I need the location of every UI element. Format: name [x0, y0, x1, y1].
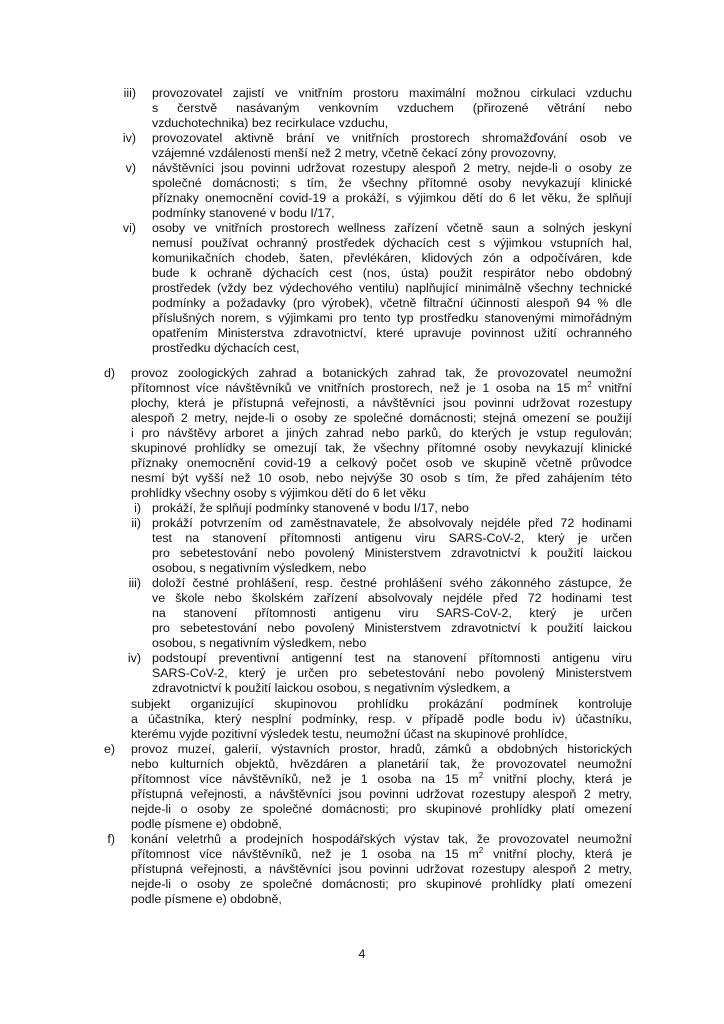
text-line: podle písmene e) obdobně, — [131, 892, 282, 906]
list-item — [152, 516, 632, 576]
text-line: příznaky onemocnění covid-19 a prokáží, s výjimkou dětí do 6 let věku, že splňují — [152, 191, 632, 205]
text-span: vnitřní — [591, 381, 632, 395]
text-line: nemusí používat ochranný prostředek dýchacích cest s výjimkou vstupních hal, — [152, 236, 632, 250]
text-line: provoz zoologických zahrad a botanických zahrad tak, že provozovatel neumožní — [131, 366, 632, 380]
list-marker: iii) — [128, 576, 141, 590]
list-item — [131, 366, 632, 501]
list-marker: e) — [103, 742, 115, 756]
superscript: 2 — [478, 770, 484, 780]
text-line: příslušných norem, s výjimkami pro tento typ prostředku stanovenými mimořádným — [152, 311, 632, 325]
text-line: test na stanovení přítomnosti antigenu viru SARS-CoV-2, který je určen — [152, 531, 632, 545]
text-line — [131, 772, 632, 787]
text-line: skupinové prohlídky se omezují tak, že všechny přítomné osoby nevykazují klinické — [131, 441, 632, 455]
superscript: 2 — [587, 379, 592, 389]
text-line: SARS-CoV-2, který je určen pro sebetestování nebo povolený Ministerstvem — [152, 666, 632, 680]
text-span: přítomnost více návštěvníků ve vnitřních prostorech, než je 1 osoba na 15 m — [131, 381, 588, 395]
text-line: prokáží, že splňují podmínky stanovené v bodu I/17, nebo — [152, 501, 469, 515]
text-line: i pro návštěvy arboret a jiných zahrad nebo parků, do kterých je vstup regulován; — [131, 426, 632, 440]
text-line: osoby ve vnitřních prostorech wellness zařízení včetně saun a solných jeskyní — [152, 221, 632, 235]
text-line: prohlídky všechny osoby s výjimkou dětí do 6 let věku — [131, 486, 426, 500]
text-line — [131, 381, 632, 396]
text-line: prokáží potvrzením od zaměstnavatele, že absolvovaly nejdéle před 72 hodinami — [152, 516, 632, 530]
text-line: plochy, která je přístupná veřejnosti, a návštěvníci jsou povinni udržovat rozestupy — [131, 396, 632, 410]
list-marker: f) — [107, 832, 115, 846]
text-line: ve škole nebo školském zařízení absolvovaly nejdéle před 72 hodinami test — [152, 591, 632, 605]
list-item — [152, 131, 632, 161]
list-marker: v) — [125, 161, 136, 175]
text-line: prostředek (vždy bez výdechového ventilu) naplňující minimálně všechny technické — [152, 281, 632, 295]
text-span: přítomnost více návštěvníků, než je 1 osoba na 15 m — [131, 847, 479, 861]
list-marker: i) — [134, 501, 141, 515]
text-line: pro sebetestování nebo povolený Ministerstvem zdravotnictví k použití laickou — [152, 621, 632, 635]
list-item — [152, 161, 632, 221]
text-line: společné domácnosti; s tím, že všechny přítomné osoby nevykazují klinické — [152, 176, 632, 190]
text-line: nejde-li o osoby ze společné domácnosti; pro skupinové prohlídky platí omezení — [131, 877, 632, 891]
text-line: osobou, s negativním výsledkem, nebo — [152, 561, 367, 575]
list-item — [152, 651, 632, 696]
list-item — [152, 576, 632, 651]
list-marker: iv) — [127, 651, 141, 665]
text-line: přístupná veřejnosti, a návštěvníci jsou povinni udržovat rozestupy alespoň 2 metry, — [131, 787, 632, 801]
text-line: na stanovení přítomnosti antigenu viru SARS-CoV-2, který je určen — [152, 606, 632, 620]
text-line: a účastníka, který nesplní podmínky, resp. v případě podle bodu iv) účastníku, — [131, 712, 632, 726]
text-line: provozovatel zajistí ve vnitřním prostoru maximální možnou cirkulaci vzduchu — [152, 86, 632, 100]
list-item — [131, 742, 632, 832]
text-line: opatřením Ministerstva zdravotnictví, které upravuje povinnost užití ochranného — [152, 326, 632, 340]
text-line: vzduchotechnika) bez recirkulace vzduchu, — [152, 116, 389, 130]
text-span: vnitřní plochy, která je — [483, 772, 632, 786]
text-line: bude k ochraně dýchacích cest (nos, ústa) použit respirátor nebo obdobný — [152, 266, 632, 280]
text-line: doloží čestné prohlášení, resp. čestné prohlášení svého zákonného zástupce, že — [152, 576, 632, 590]
text-line: provoz muzeí, galerií, výstavních prostor, hradů, zámků a obdobných historických — [131, 742, 632, 756]
text-line: nesmí být vyšší než 10 osob, nebo nejvýše 30 osob s tím, že před zahájením této — [131, 471, 632, 485]
text-line: provozovatel aktivně brání ve vnitřních prostorech shromažďování osob ve — [152, 131, 632, 145]
superscript: 2 — [478, 845, 484, 855]
text-line: komunikačních chodeb, šaten, převlékáren, klidových zón a odpočíváren, kde — [152, 251, 632, 265]
text-line: kterému vyjde pozitivní výsledek testu, neumožní účast na skupinové prohlídce, — [131, 727, 568, 741]
text-line: vzájemné vzdálenosti menší než 2 metry, včetně čekací zóny provozovny, — [152, 146, 557, 160]
page-number: 4 — [358, 947, 366, 961]
list-marker: d) — [103, 366, 115, 380]
list-item — [152, 86, 632, 131]
text-line: podmínky stanovené v bodu I/17, — [152, 206, 335, 220]
text-line: nejde-li o osoby ze společné domácnosti; pro skupinové prohlídky platí omezení — [131, 802, 632, 816]
text-line: osobou, s negativním výsledkem, nebo — [152, 636, 367, 650]
text-line: alespoň 2 metry, nejde-li o osoby ze společné domácnosti; stejná omezení se použijí — [131, 411, 632, 425]
text-span: přítomnost více návštěvníků, než je 1 osoba na 15 m — [131, 772, 479, 786]
text-line: nebo kulturních objektů, hvězdáren a planetárií tak, že provozovatel neumožní — [131, 757, 632, 771]
list-marker: ii) — [131, 516, 141, 530]
list-item — [152, 221, 632, 356]
text-line: podle písmene e) obdobně, — [131, 817, 282, 831]
text-span: vnitřní plochy, která je — [483, 847, 632, 861]
list-item — [131, 832, 632, 907]
text-line: konání veletrhů a prodejních hospodářských výstav tak, že provozovatel neumožní — [131, 832, 632, 846]
list-marker: iii) — [123, 86, 136, 100]
text-line: návštěvníci jsou povinni udržovat rozestupy alespoň 2 metry, nejde-li o osoby ze — [152, 161, 632, 175]
list-marker: iv) — [122, 131, 136, 145]
text-line: přístupná veřejnosti, a návštěvníci jsou povinni udržovat rozestupy alespoň 2 metry, — [131, 862, 632, 876]
text-line: podstoupí preventivní antigenní test na stanovení přítomnosti antigenu viru — [152, 651, 632, 665]
text-line: subjekt organizující skupinovou prohlídku prokázání podmínek kontroluje — [131, 697, 632, 711]
text-line: příznaky onemocnění covid-19 a celkový počet osob ve skupině včetně průvodce — [131, 456, 632, 470]
paragraph — [131, 697, 632, 742]
text-line: prostředku dýchacích cest, — [152, 341, 300, 355]
text-line: s čerstvě nasávaným venkovním vzduchem (přirozené větrání nebo — [152, 101, 632, 115]
list-marker: vi) — [122, 221, 136, 235]
text-line — [131, 847, 632, 862]
text-line: podmínky a požadavky (pro výrobek), včetně filtrační účinnosti alespoň 94 % dle — [152, 296, 632, 310]
text-line: pro sebetestování nebo povolený Ministerstvem zdravotnictví k použití laickou — [152, 546, 632, 560]
text-line: zdravotnictví k použití laickou osobou, s negativním výsledkem, a — [152, 681, 511, 695]
list-item — [152, 501, 632, 516]
